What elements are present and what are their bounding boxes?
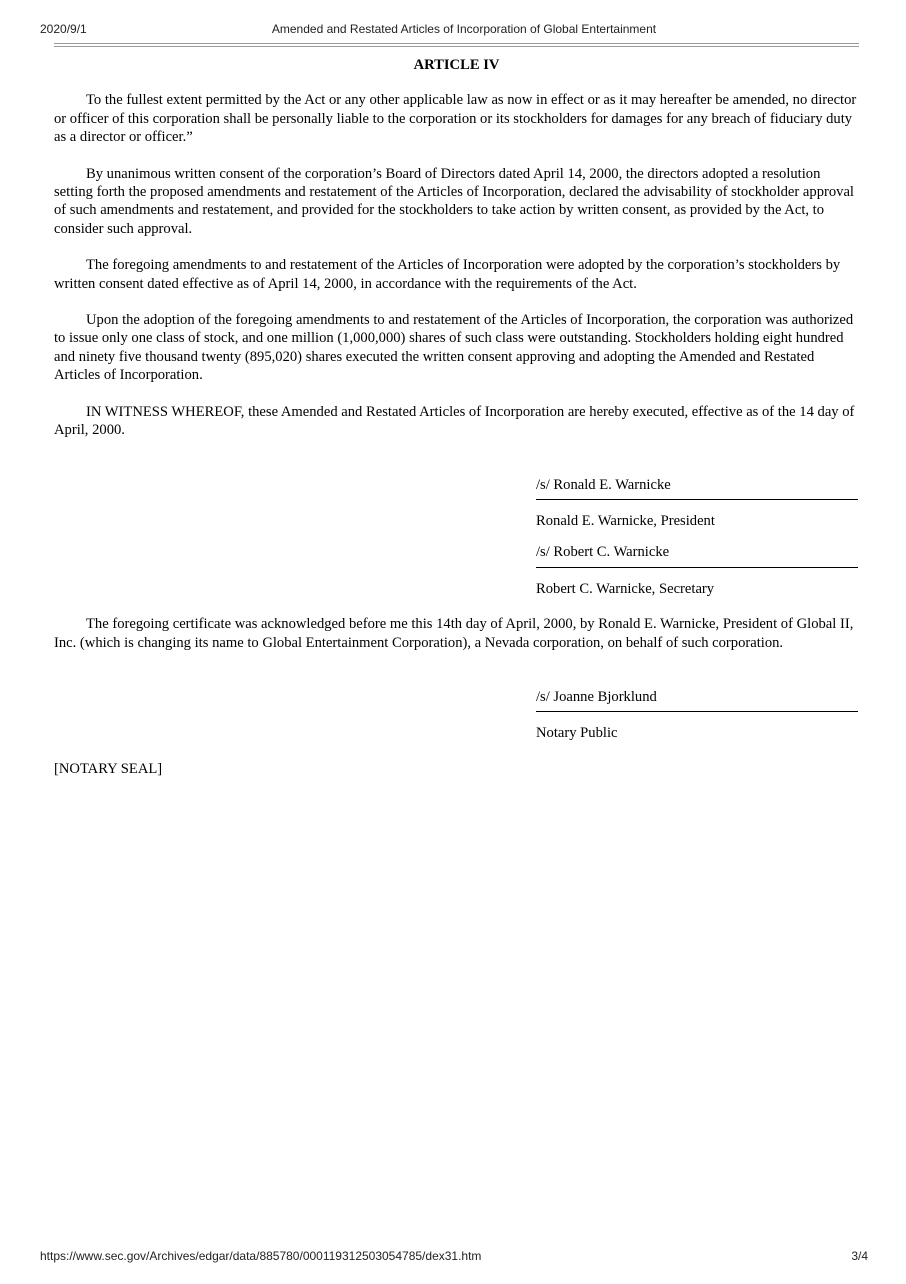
signature-block-secretary xyxy=(536,537,858,605)
notary-seal: [NOTARY SEAL] xyxy=(54,760,163,777)
signatory-name: Ronald E. Warnicke, President xyxy=(536,512,715,529)
print-header xyxy=(40,22,868,38)
signature-line: /s/ Robert C. Warnicke xyxy=(536,537,858,567)
paragraph-board-consent: By unanimous written consent of the corporation’s Board of Directors dated April 14, 2000, the directors adopted a resolution setting forth the proposed amendments and restatement of the Articles of Incorporation, declared the advisability of stockholder approval of such amendments and restatement, and provided for the stockholders to take action by written consent, as provided by the Act, to consider such approval. xyxy=(54,165,854,237)
signature-block-notary xyxy=(536,682,858,750)
paragraph-shares: Upon the adoption of the foregoing amendments to and restatement of the Articles of Incorporation, the corporation was authorized to issue only one class of stock, and one million (1,000,000) shares of such class were outstanding. Stockholders holding eight hundred and ninety five thousand twenty (895,020) shares executed the written consent approving and adopting the Amended and Restated Articles of Incorporation. xyxy=(54,312,854,384)
document-body xyxy=(54,56,859,778)
signatory-name: Robert C. Warnicke, Secretary xyxy=(536,580,715,597)
notary-title: Notary Public xyxy=(536,725,618,742)
signature-block-president xyxy=(536,470,858,538)
paragraph-acknowledgment: The foregoing certificate was acknowledged before me this 14th day of April, 2000, by Ronald E. Warnicke, President of Global II, Inc. (which is changing its name to Global Entertainment Corporation), a Nevada corporation, on behalf of such corporation. xyxy=(54,616,854,651)
print-date: 2020/9/1 xyxy=(40,22,87,36)
paragraph-witness: IN WITNESS WHEREOF, these Amended and Restated Articles of Incorporation are hereby executed, effective as of the 14 day of April, 2000. xyxy=(54,403,855,439)
paragraph-liability: To the fullest extent permitted by the Act or any other applicable law as now in effect or as it may hereafter be amended, no director or officer of this corporation shall be personally liable to the corporation or its stockholders for damages for any breach of fiduciary duty as a director or officer.” xyxy=(54,92,857,146)
article-heading: ARTICLE IV xyxy=(413,57,500,73)
page-number: 3/4 xyxy=(851,1249,868,1263)
document-title: Amended and Restated Articles of Incorporation of Global Entertainment xyxy=(271,22,657,36)
signature-line: /s/ Joanne Bjorklund xyxy=(536,682,858,712)
print-footer xyxy=(40,1249,868,1265)
source-url: https://www.sec.gov/Archives/edgar/data/885780/000119312503054785/dex31.htm xyxy=(40,1249,482,1263)
paragraph-stockholder-adoption: The foregoing amendments to and restatement of the Articles of Incorporation were adopted by the corporation’s stockholders by written consent dated effective as of April 14, 2000, in accordance with the requirements of the Act. xyxy=(54,257,841,292)
signature-line: /s/ Ronald E. Warnicke xyxy=(536,470,858,500)
header-divider xyxy=(54,43,859,47)
